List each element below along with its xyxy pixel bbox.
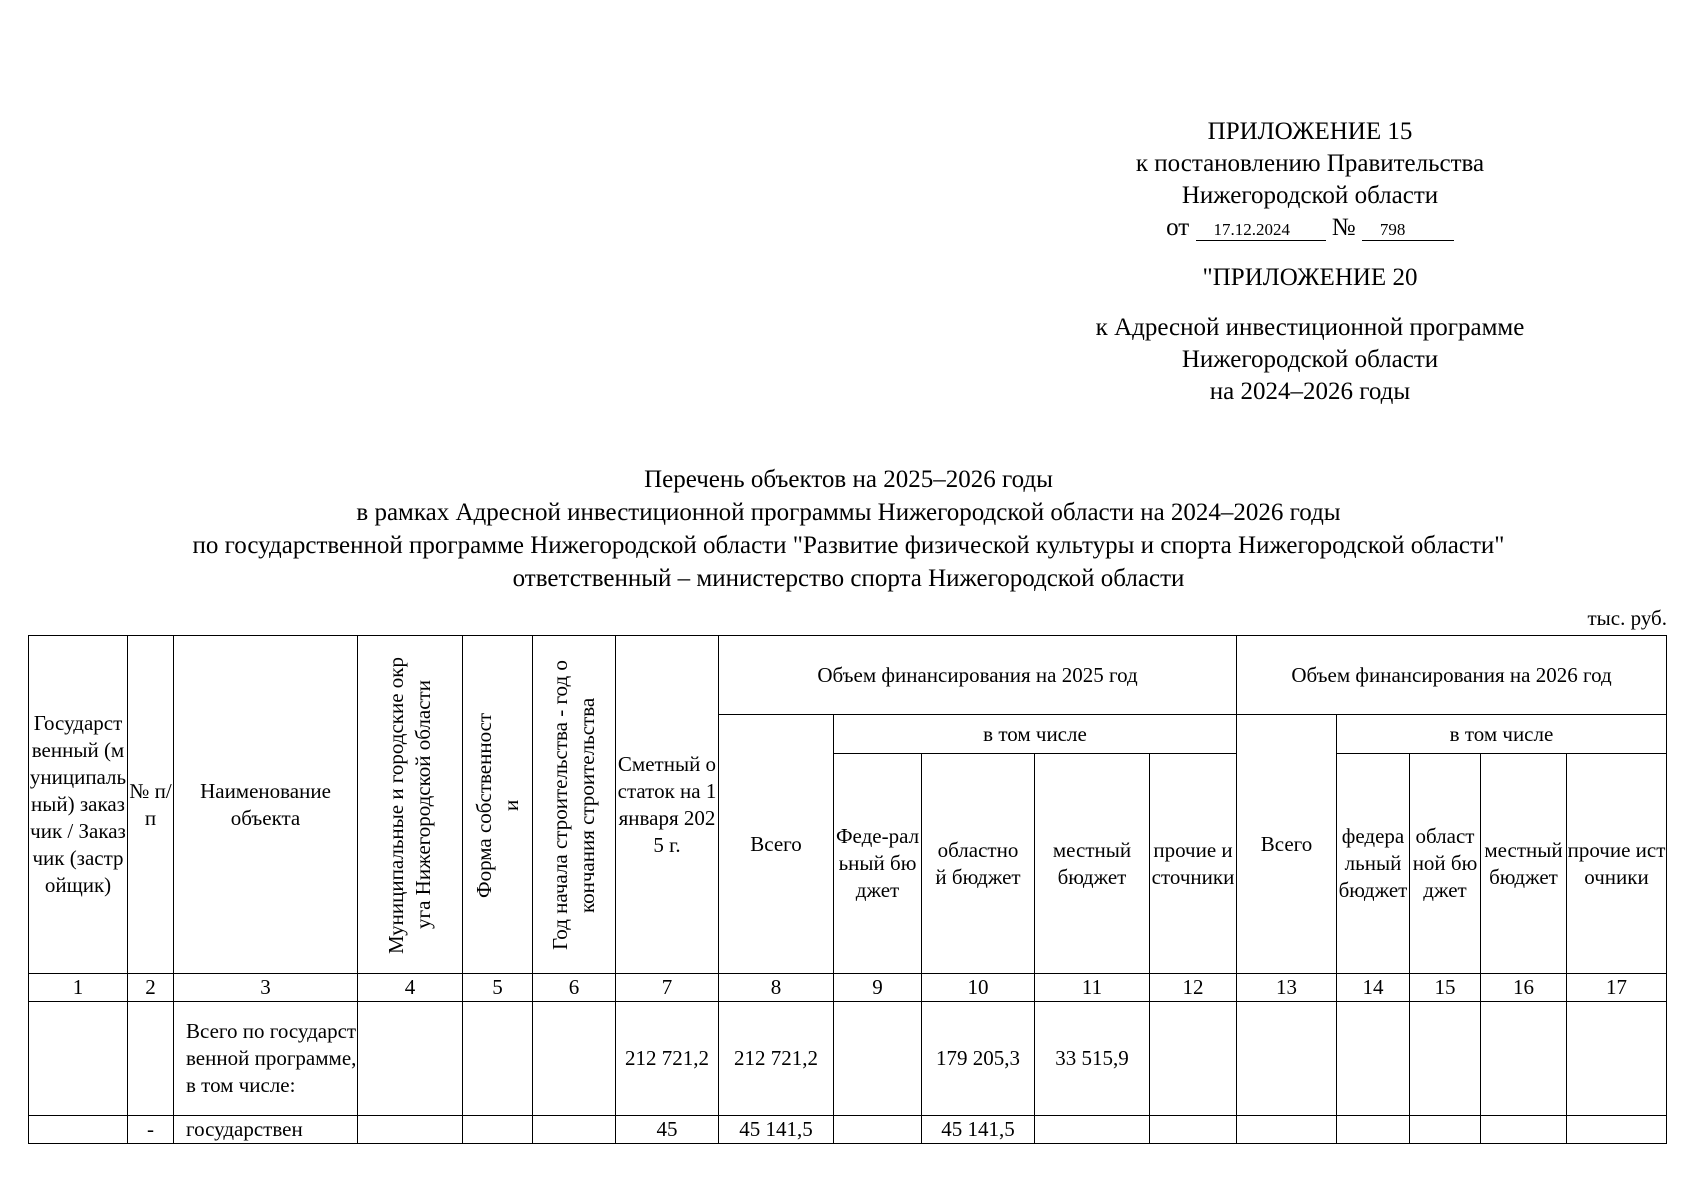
from-label: от (1166, 214, 1190, 241)
header-fin-2026: Объем финансирования на 2026 год (1237, 636, 1667, 715)
col-number: 15 (1410, 974, 1481, 1002)
col-number: 10 (922, 974, 1035, 1002)
program-line-1: к Адресной инвестиционной программе (1095, 314, 1525, 341)
header-object-name: Наименование объекта (174, 636, 358, 974)
cell-customer (29, 1002, 128, 1116)
objects-table (28, 635, 1667, 1144)
col-number: 5 (463, 974, 533, 1002)
title-line-1: Перечень объектов на 2025–2026 годы (644, 466, 1053, 493)
cell-regional-2025: 45 141,5 (922, 1116, 1035, 1144)
col-number: 9 (834, 974, 922, 1002)
table-row (29, 1116, 1667, 1144)
column-numbers-row (29, 974, 1667, 1002)
header-federal-2025: Феде-ральный бюджет (834, 754, 922, 974)
header-municipal (358, 636, 463, 974)
cell-total-2025: 212 721,2 (719, 1002, 834, 1116)
date-number-line (1070, 212, 1550, 244)
header-years-text: Год начала строительства - год окончания строительства (548, 659, 599, 950)
cell-regional-2026 (1410, 1002, 1481, 1116)
cell-estimate: 212 721,2 (616, 1002, 719, 1116)
cell-federal-2025 (834, 1116, 922, 1144)
cell-total-2025: 45 141,5 (719, 1116, 834, 1144)
cell-federal-2026 (1337, 1002, 1410, 1116)
cell-estimate: 45 (616, 1116, 719, 1144)
header-fin-2025: Объем финансирования на 2025 год (719, 636, 1237, 715)
col-number: 14 (1337, 974, 1410, 1002)
cell-other-2026 (1567, 1002, 1667, 1116)
header-estimate: Сметный остаток на 1 января 2025 г. (616, 636, 719, 974)
program-reference (1040, 312, 1580, 408)
col-number: 8 (719, 974, 834, 1002)
header-ownership-text: Форма собственности (471, 711, 523, 898)
title-line-4: ответственный – министерство спорта Нижегородской области (512, 565, 1185, 592)
cell-federal-2025 (834, 1002, 922, 1116)
cell-years (533, 1002, 616, 1116)
cell-ownership (463, 1116, 533, 1144)
header-federal-2026: федеральный бюджет (1337, 754, 1410, 974)
program-line-2: Нижегородской области (1181, 346, 1439, 373)
col-number: 3 (174, 974, 358, 1002)
cell-num (128, 1002, 174, 1116)
cell-regional-2026 (1410, 1116, 1481, 1144)
cell-local-2025 (1035, 1116, 1150, 1144)
col-number: 16 (1481, 974, 1567, 1002)
cell-local-2026 (1481, 1002, 1567, 1116)
header-other-2025: прочие источники (1150, 754, 1237, 974)
col-number: 1 (29, 974, 128, 1002)
col-number: 7 (616, 974, 719, 1002)
cell-other-2025 (1150, 1002, 1237, 1116)
number-label: № (1331, 214, 1356, 241)
cell-municipal (358, 1116, 463, 1144)
cell-local-2025: 33 515,9 (1035, 1002, 1150, 1116)
cell-object-name: Всего по государственной программе, в том числе: (174, 1002, 358, 1116)
table-row (29, 1002, 1667, 1116)
col-number: 2 (128, 974, 174, 1002)
header-regional-2025: областной бюджет (922, 754, 1035, 974)
header-other-2026: прочие источники (1567, 754, 1667, 974)
header-regional-2026: областной бюджет (1410, 754, 1481, 974)
cell-local-2026 (1481, 1116, 1567, 1144)
appendix20-label: "ПРИЛОЖЕНИЕ 20 (1202, 264, 1418, 291)
units-label: тыс. руб. (1587, 606, 1667, 630)
number-field: 798 (1362, 220, 1454, 241)
appendix-header (1070, 116, 1550, 244)
cell-years (533, 1116, 616, 1144)
header-total-2026: Всего (1237, 715, 1337, 974)
cell-other-2026 (1567, 1116, 1667, 1144)
date-field: 17.12.2024 (1196, 220, 1326, 241)
cell-total-2026 (1237, 1116, 1337, 1144)
col-number: 17 (1567, 974, 1667, 1002)
cell-federal-2026 (1337, 1116, 1410, 1144)
header-ownership (463, 636, 533, 974)
title-line-2: в рамках Адресной инвестиционной программы Нижегородской области на 2024–2026 годы (356, 499, 1341, 526)
header-years (533, 636, 616, 974)
cell-other-2025 (1150, 1116, 1237, 1144)
col-number: 11 (1035, 974, 1150, 1002)
title-line-3: по государственной программе Нижегородской области "Развитие физической культуры и спорта Нижегородской области" (192, 532, 1505, 559)
program-line-3: на 2024–2026 годы (1209, 378, 1411, 405)
header-total-2025: Всего (719, 715, 834, 974)
resolution-line: к постановлению Правительства (1135, 150, 1485, 177)
document-title (0, 463, 1697, 595)
header-customer: Государственный (муниципальный) заказчик / Заказчик (застройщик) (29, 636, 128, 974)
header-num: № п/п (128, 636, 174, 974)
cell-municipal (358, 1002, 463, 1116)
col-number: 4 (358, 974, 463, 1002)
cell-total-2026 (1237, 1002, 1337, 1116)
col-number: 13 (1237, 974, 1337, 1002)
col-number: 12 (1150, 974, 1237, 1002)
appendix-label: ПРИЛОЖЕНИЕ 15 (1207, 118, 1413, 145)
header-municipal-text: Муниципальные и городские округа Нижегородской области (384, 656, 435, 954)
cell-object-name: государствен (174, 1116, 358, 1144)
cell-num: - (128, 1116, 174, 1144)
header-incl-2026: в том числе (1337, 715, 1667, 754)
cell-customer (29, 1116, 128, 1144)
header-incl-2025: в том числе (834, 715, 1237, 754)
header-local-2025: местный бюджет (1035, 754, 1150, 974)
cell-regional-2025: 179 205,3 (922, 1002, 1035, 1116)
cell-ownership (463, 1002, 533, 1116)
col-number: 6 (533, 974, 616, 1002)
region-line: Нижегородской области (1181, 182, 1439, 209)
header-local-2026: местный бюджет (1481, 754, 1567, 974)
